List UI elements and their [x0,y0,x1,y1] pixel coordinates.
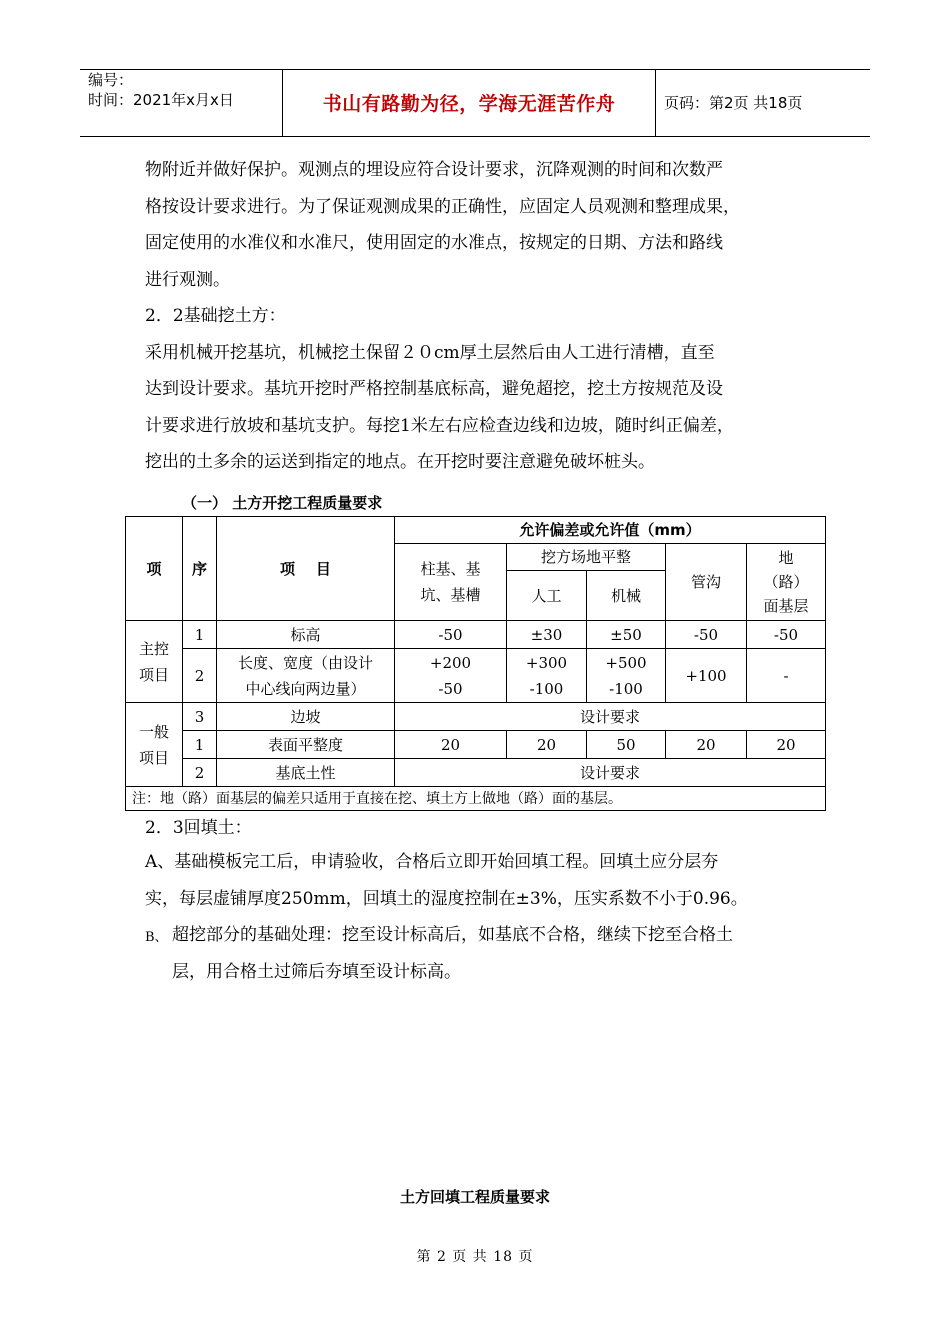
table-note: 注：地（路）面基层的偏差只适用于直接在挖、填土方上做地（路）面的基层。 [126,787,826,811]
header-machine: 机械 [587,571,666,621]
header-motto: 书山有路勤为径，学海无涯苦作舟 [322,93,616,115]
bottom-table-title: 土方回填工程质量要求 [399,1188,550,1206]
cell-value: -50 [395,621,507,649]
section-2-3-a [145,844,748,917]
text-line: 格按设计要求进行。为了保证观测成果的正确性，应固定人员观测和整理成果， [145,196,740,217]
header-site-leveling: 挖方场地平整 [507,544,666,571]
group-main: 主控 项目 [126,621,183,703]
serial-label: 编号： [88,71,134,89]
cell-value: 20 [507,731,587,759]
table-row [126,731,826,759]
text-line: 固定使用的水准仪和水准尺，使用固定的水准点，按规定的日期、方法和路线 [145,233,723,253]
cell-value: 20 [395,731,507,759]
cell-seq: 2 [183,649,217,703]
cell-name: 基底土性 [217,759,395,787]
cell-span-value: 设计要求 [395,759,826,787]
cell-name: 标高 [217,621,395,649]
header-page-info: 页码：第2页 共18页 [664,94,803,112]
cell-value: 20 [747,731,826,759]
text-line: 采用机械开挖基坑，机械挖土保留２０cm厚土层然后由人工进行清槽，直至 [145,342,715,363]
header-pile: 柱基、基 坑、基槽 [395,544,507,621]
header-seq: 序 [183,517,217,621]
table-row [126,703,826,731]
cell-seq: 2 [183,759,217,787]
cell-value: +500 -100 [587,649,666,703]
header-item: 项 [126,517,183,621]
page-footer: 第 2 页 共 18 页 [416,1249,534,1265]
header-name: 项 目 [217,517,395,621]
header-bottom-border [80,136,870,137]
table-row [126,621,826,649]
cell-span-value: 设计要求 [395,703,826,731]
text-line: A、基础模板完工后，申请验收，合格后立即开始回填工程。回填土应分层夯 [145,852,719,872]
text-line: 物附近并做好保护。观测点的埋设应符合设计要求，沉降观测的时间和次数严 [145,160,723,180]
cell-value: -50 [747,621,826,649]
cell-value: +100 [666,649,747,703]
quality-table [125,516,826,811]
intro-paragraph [145,152,740,298]
text-line: 进行观测。 [145,269,230,290]
cell-value: 50 [587,731,666,759]
header-divider-2 [655,69,656,136]
cell-value: -50 [666,621,747,649]
cell-seq: 1 [183,731,217,759]
cell-value: ±50 [587,621,666,649]
cell-value: 20 [666,731,747,759]
cell-name: 边坡 [217,703,395,731]
section-2-3-b-label: B、 [145,930,168,945]
text-line: 挖出的土多余的运送到指定的地点。在开挖时要注意避免破坏桩头。 [145,452,655,472]
header-road-base: 地 （路） 面基层 [747,544,826,621]
text-line: 超挖部分的基础处理：挖至设计标高后，如基底不合格，继续下挖至合格土 [172,925,733,945]
section-2-3-b [172,917,733,990]
group-general: 一般 项目 [126,703,183,787]
header-ditch: 管沟 [666,544,747,621]
text-line: 达到设计要求。基坑开挖时严格控制基底标高，避免超挖，挖土方按规范及设 [145,379,723,399]
cell-value: +200 -50 [395,649,507,703]
section-2-2 [145,298,734,481]
header-manual: 人工 [507,571,587,621]
header-allowance: 允许偏差或允许值（mm） [395,517,826,544]
cell-value: ±30 [507,621,587,649]
table-row [126,759,826,787]
text-line: 实，每层虚铺厚度250mm，回填土的湿度控制在±3%，压实系数不小于0.96。 [145,888,748,909]
cell-seq: 3 [183,703,217,731]
section-heading: 2．2基础挖土方： [145,306,286,326]
table-row [126,649,826,703]
cell-value: +300 -100 [507,649,587,703]
text-line: 层，用合格土过筛后夯填至设计标高。 [172,961,461,982]
text-line: 计要求进行放坡和基坑支护。每挖1米左右应检查边线和边坡，随时纠正偏差， [145,415,734,436]
table-note-row [126,787,826,811]
table-title: （一） 土方开挖工程质量要求 [182,494,383,512]
cell-seq: 1 [183,621,217,649]
section-2-3-heading: 2．3回填土： [145,818,252,838]
cell-name: 表面平整度 [217,731,395,759]
cell-name: 长度、宽度（由设计 中心线向两边量） [217,649,395,703]
cell-value: - [747,649,826,703]
date-label: 时间：2021年x月x日 [88,91,234,109]
header-meta [88,70,234,110]
